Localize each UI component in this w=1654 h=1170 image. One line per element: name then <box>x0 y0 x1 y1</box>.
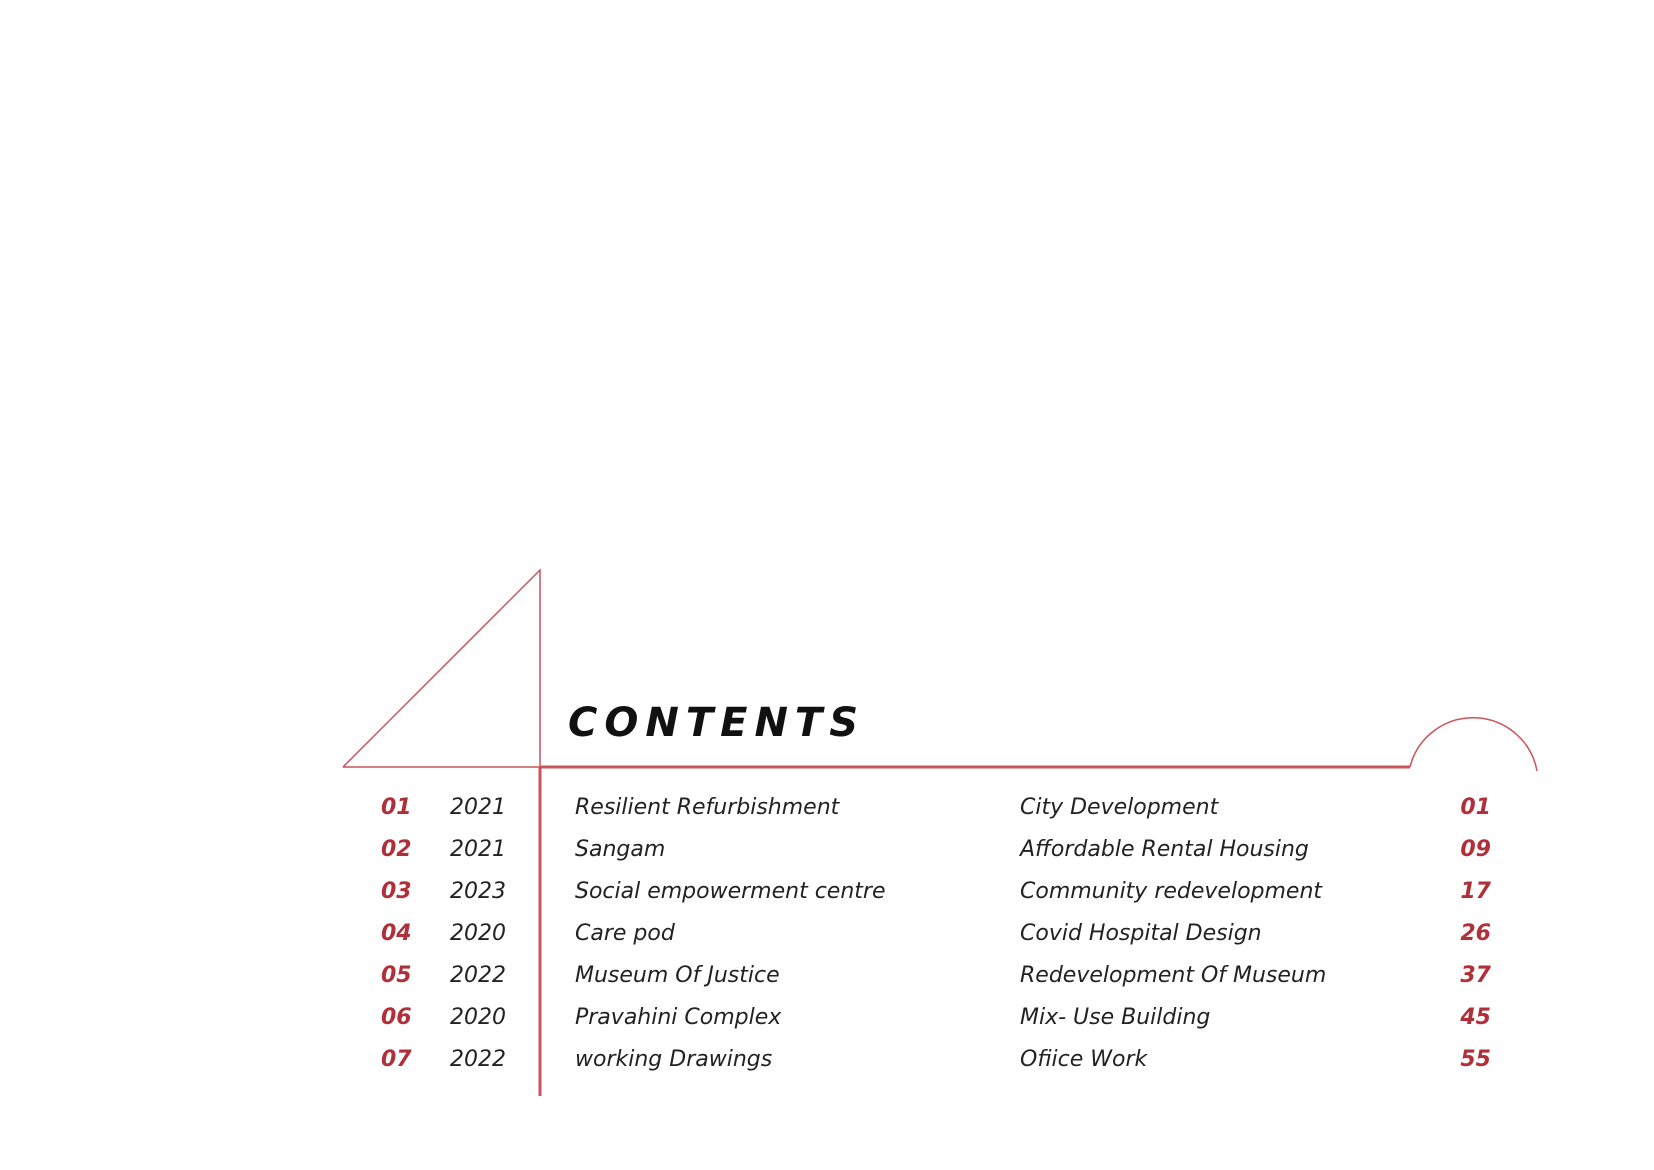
triangle-outline <box>343 570 540 767</box>
entry-page: 26 <box>1460 921 1491 946</box>
entry-page: 37 <box>1460 963 1491 988</box>
arc-decoration <box>1410 718 1537 771</box>
entry-project: Resilient Refurbishment <box>575 795 840 820</box>
entry-year: 2021 <box>450 837 506 862</box>
entry-year: 2020 <box>450 1005 506 1030</box>
entry-project: Care pod <box>575 921 675 946</box>
entry-number: 01 <box>381 795 412 820</box>
entry-number: 02 <box>381 837 412 862</box>
entry-page: 01 <box>1460 795 1491 820</box>
entry-year: 2021 <box>450 795 506 820</box>
list-item <box>0 1045 1654 1075</box>
entry-year: 2022 <box>450 963 506 988</box>
entry-project: Museum Of Justice <box>575 963 780 988</box>
page-title: CONTENTS <box>568 700 866 746</box>
entry-description: Affordable Rental Housing <box>1020 837 1309 862</box>
entry-number: 07 <box>381 1047 412 1072</box>
entry-description: Community redevelopment <box>1020 879 1323 904</box>
entry-project: Sangam <box>575 837 666 862</box>
entry-page: 09 <box>1460 837 1491 862</box>
entry-number: 04 <box>381 921 412 946</box>
list-item <box>0 1003 1654 1033</box>
entry-number: 03 <box>381 879 412 904</box>
list-item <box>0 877 1654 907</box>
entry-description: City Development <box>1020 795 1219 820</box>
entry-number: 06 <box>381 1005 412 1030</box>
entry-page: 55 <box>1460 1047 1491 1072</box>
entry-project: working Drawings <box>575 1047 773 1072</box>
entry-number: 05 <box>381 963 412 988</box>
entry-description: Covid Hospital Design <box>1020 921 1262 946</box>
list-item <box>0 961 1654 991</box>
list-item <box>0 835 1654 865</box>
entry-year: 2022 <box>450 1047 506 1072</box>
list-item <box>0 919 1654 949</box>
entry-description: Mix- Use Building <box>1020 1005 1211 1030</box>
entry-description: Ofiice Work <box>1020 1047 1148 1072</box>
entry-project: Pravahini Complex <box>575 1005 782 1030</box>
entry-year: 2020 <box>450 921 506 946</box>
entry-year: 2023 <box>450 879 506 904</box>
entry-page: 17 <box>1460 879 1491 904</box>
list-item <box>0 793 1654 823</box>
entry-page: 45 <box>1460 1005 1491 1030</box>
entry-description: Redevelopment Of Museum <box>1020 963 1327 988</box>
entry-project: Social empowerment centre <box>575 879 886 904</box>
